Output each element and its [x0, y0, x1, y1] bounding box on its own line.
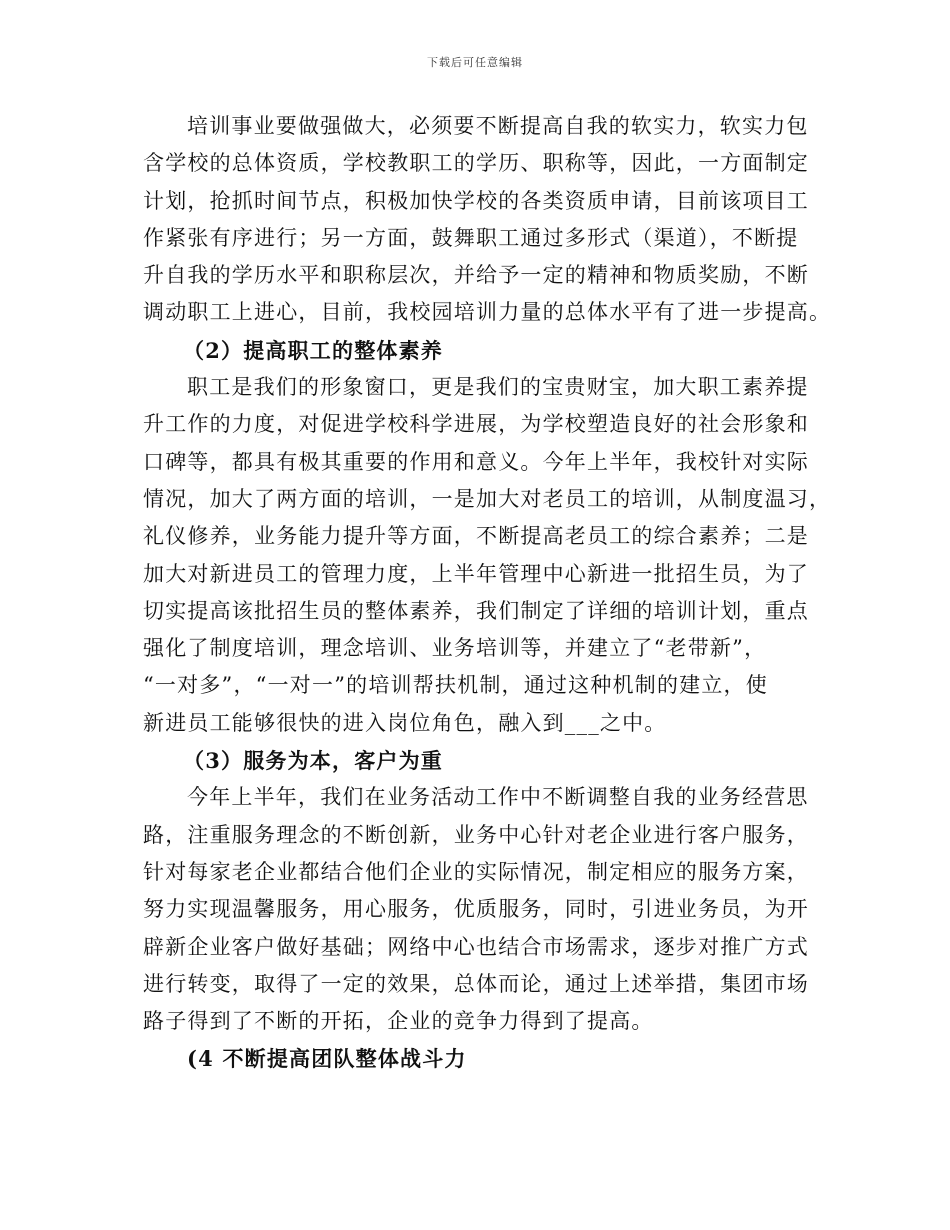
paragraph-line: 培训事业要做强做大，必须要不断提高自我的软实力，软实力包 — [187, 114, 809, 138]
paragraph-line: 加大对新进员工的管理力度，上半年管理中心新进一批招生员，为了 — [143, 561, 809, 586]
paragraph-line: 作紧张有序进行；另一方面，鼓舞职工通过多形式（渠道），不断提 — [143, 225, 799, 250]
paragraph-line: 进行转变，取得了一定的效果，总体而论，通过上述举措，集团市场 — [143, 971, 809, 996]
paragraph-line: 职工是我们的形象窗口，更是我们的宝贵财宝，加大职工素养提 — [187, 375, 809, 400]
paragraph-line: 礼仪修养，业务能力提升等方面，不断提高老员工的综合素养；二是 — [143, 524, 809, 549]
document-body — [143, 108, 832, 1078]
page-header: 下载后可任意编辑 — [427, 56, 523, 69]
paragraph-line: 路，注重服务理念的不断创新，业务中心针对老企业进行客户服务， — [143, 822, 809, 847]
paragraph-line: 新进员工能够很快的进入岗位角色，融入到___之中。 — [143, 710, 667, 735]
paragraph-line: 情况，加大了两方面的培训，一是加大对老员工的培训，从制度温习， — [143, 486, 832, 511]
paragraph-line: 强化了制度培训，理念培训、业务培训等，并建立了“老带新”， — [143, 636, 767, 661]
paragraph-line: 努力实现温馨服务，用心服务，优质服务，同时，引进业务员，为开 — [143, 897, 809, 922]
section-heading: （2）提高职工的整体素养 — [183, 337, 444, 363]
paragraph-line: 针对每家老企业都结合他们企业的实际情况，制定相应的服务方案， — [143, 859, 809, 884]
section-heading: （3）服务为本，客户为重 — [183, 748, 444, 774]
paragraph-line: 升自我的学历水平和职称层次，并给予一定的精神和物质奖励，不断 — [143, 263, 809, 288]
paragraph-line: 口碑等，都具有极其重要的作用和意义。今年上半年，我校针对实际 — [143, 449, 809, 474]
paragraph-line: 今年上半年，我们在业务活动工作中不断调整自我的业务经营思 — [187, 785, 809, 810]
paragraph-line: 升工作的力度，对促进学校科学进展，为学校塑造良好的社会形象和 — [143, 412, 809, 437]
section-heading: (4 不断提高团队整体战斗力 — [187, 1046, 467, 1072]
paragraph-line: 路子得到了不断的开拓，企业的竞争力得到了提高。 — [143, 1009, 654, 1034]
paragraph-line: “一对多”，“一对一”的培训帮扶机制，通过这种机制的建立，使 — [143, 673, 768, 698]
paragraph-line: 调动职工上进心，目前，我校园培训力量的总体水平有了进一步提高。 — [143, 300, 832, 325]
paragraph-line: 含学校的总体资质，学校教职工的学历、职称等，因此，一方面制定 — [143, 151, 809, 176]
paragraph-line: 辟新企业客户做好基础；网络中心也结合市场需求，逐步对推广方式 — [143, 934, 809, 959]
paragraph-line: 计划，抢抓时间节点，积极加快学校的各类资质申请，目前该项目工 — [143, 188, 809, 213]
paragraph-line: 切实提高该批招生员的整体素养，我们制定了详细的培训计划，重点 — [143, 598, 809, 623]
